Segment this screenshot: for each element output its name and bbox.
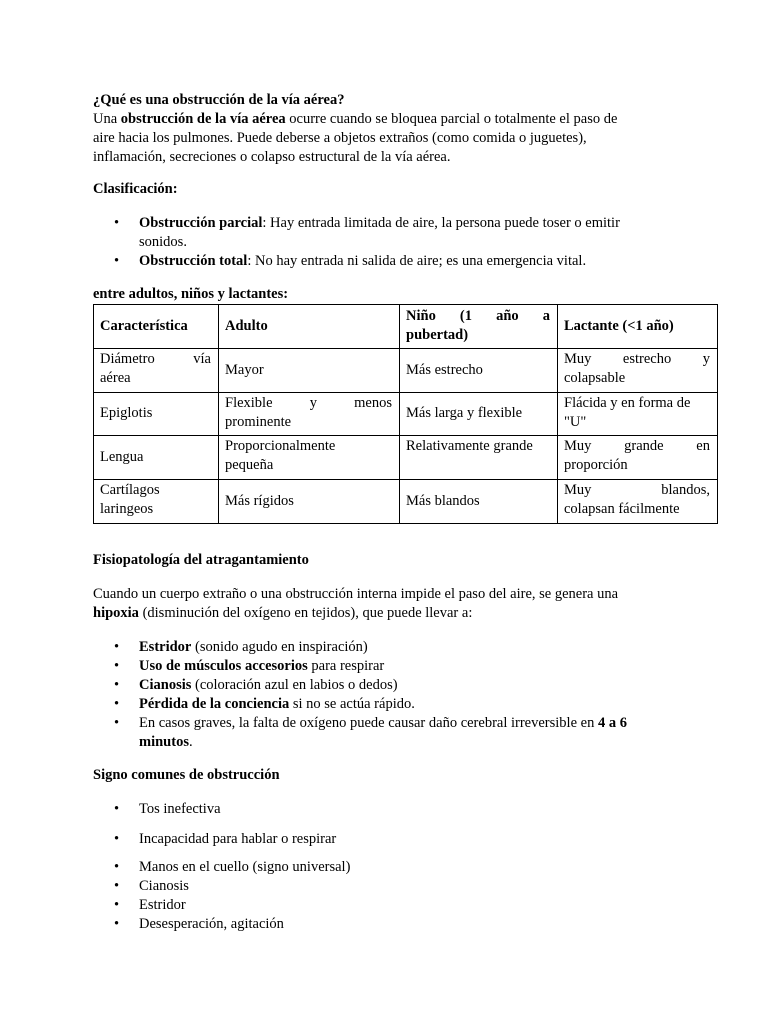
item-text: si no se actúa rápido. [289,696,415,712]
fisiopatologia-heading: Fisiopatología del atragantamiento [93,552,309,568]
cell-adulto: Más rígidos [219,480,400,524]
list-item: • Manos en el cuello (signo universal) [93,858,693,877]
cell-line: proporción [564,457,628,473]
cell-caracteristica [94,480,219,524]
cell-line: Muy blandos, [564,482,710,498]
cell-caracteristica: Epiglotis [94,393,219,436]
fisiopatologia-list [93,638,693,752]
list-item: • Tos inefectiva [93,800,693,819]
list-item [93,252,693,271]
list-item: • Estridor [93,896,693,915]
cell-line: "U" [564,414,587,430]
cell-line: Flácida y en forma de [564,395,691,411]
item-bold: Uso de músculos accesorios [139,658,308,674]
cell-nino: Más larga y flexible [400,393,558,436]
item-text: . [188,734,193,750]
list-item [93,657,693,676]
fisio-line2-rest: (disminución del oxígeno en tejidos), que puede llevar a: [138,605,473,621]
item-bold: Obstrucción parcial [139,215,263,231]
comparison-table [93,304,718,524]
header-nino-line1: Niño (1 año a [406,308,550,324]
cell-line: Muy grande en [564,438,710,454]
list-item: • Incapacidad para hablar o respirar [93,830,693,849]
item-text-cont: sonidos. [139,234,187,250]
clasificacion-list [93,214,693,271]
item-text: En casos graves, la falta de oxígeno puede causar daño cerebral irreversible en [139,715,598,731]
cell-caracteristica [94,349,219,393]
cell-adulto [219,436,400,480]
cell-line: colapsan fácilmente [564,501,680,517]
cell-line: Diámetro vía [100,351,211,367]
list-item [93,676,693,695]
cell-line: Proporcionalmente [225,438,336,454]
list-item [93,214,693,252]
signos-list-3 [93,858,693,934]
item-bold: 4 a 6 [597,715,627,731]
intro-paragraph [93,110,693,167]
cell-line: Cartílagos [100,482,160,498]
item-text: : Hay entrada limitada de aire, la persona puede toser o emitir [262,215,620,231]
intro-line3: inflamación, secreciones o colapso estructural de la vía aérea. [93,149,451,165]
list-item: • Cianosis [93,877,693,896]
header-lactante: Lactante (<1 año) [558,305,718,349]
cell-lactante [558,349,718,393]
table-row [94,480,718,524]
cell-line: colapsable [564,370,626,386]
cell-lactante [558,393,718,436]
signos-list-1 [93,800,693,819]
intro-section [93,91,693,167]
cell-adulto [219,393,400,436]
clasificacion-heading: Clasificación: [93,181,178,197]
item-bold: Cianosis [139,677,192,693]
item-text: : No hay entrada ni salida de aire; es una emergencia vital. [247,253,587,269]
list-item [93,714,693,752]
header-nino-line2: pubertad) [406,327,469,343]
cell-line: aérea [100,370,131,386]
header-nino [400,305,558,349]
table-header-row [94,305,718,349]
header-caracteristica: Característica [94,305,219,349]
cell-nino: Relativamente grande [400,436,558,480]
cell-line: prominente [225,414,292,430]
cell-lactante [558,480,718,524]
item-text: (sonido agudo en inspiración) [191,639,368,655]
item-bold: Obstrucción total [139,253,248,269]
table-row [94,349,718,393]
item-text: (coloración azul en labios o dedos) [191,677,398,693]
cell-lactante [558,436,718,480]
item-bold: minutos [139,734,189,750]
list-item [93,695,693,714]
intro-lead: Una [93,111,121,127]
cell-line: pequeña [225,457,274,473]
list-item: • Desesperación, agitación [93,915,693,934]
cell-line: Muy estrecho y [564,351,710,367]
item-bold: Estridor [139,639,192,655]
cell-caracteristica: Lengua [94,436,219,480]
item-text: para respirar [307,658,385,674]
table-row [94,436,718,480]
intro-line2: aire hacia los pulmones. Puede deberse a objetos extraños (como comida o juguetes), [93,130,587,146]
intro-bold-term: obstrucción de la vía aérea [120,111,286,127]
cell-adulto: Mayor [219,349,400,393]
fisio-line1: Cuando un cuerpo extraño o una obstrucción interna impide el paso del aire, se genera una [93,586,619,602]
signos-heading: Signo comunes de obstrucción [93,767,280,783]
intro-line1-rest: ocurre cuando se bloquea parcial o totalmente el paso de [285,111,618,127]
header-adulto: Adulto [219,305,400,349]
table-row [94,393,718,436]
fisiopatologia-paragraph [93,585,693,623]
fisio-bold-term: hipoxia [93,605,139,621]
cell-nino: Más estrecho [400,349,558,393]
cell-line: laringeos [100,501,154,517]
intro-heading: ¿Qué es una obstrucción de la vía aérea? [93,92,345,108]
cell-line: Flexible y menos [225,395,392,411]
cell-nino: Más blandos [400,480,558,524]
list-item [93,638,693,657]
table-caption: entre adultos, niños y lactantes: [93,286,289,302]
item-bold: Pérdida de la conciencia [139,696,290,712]
signos-list-2 [93,830,693,849]
